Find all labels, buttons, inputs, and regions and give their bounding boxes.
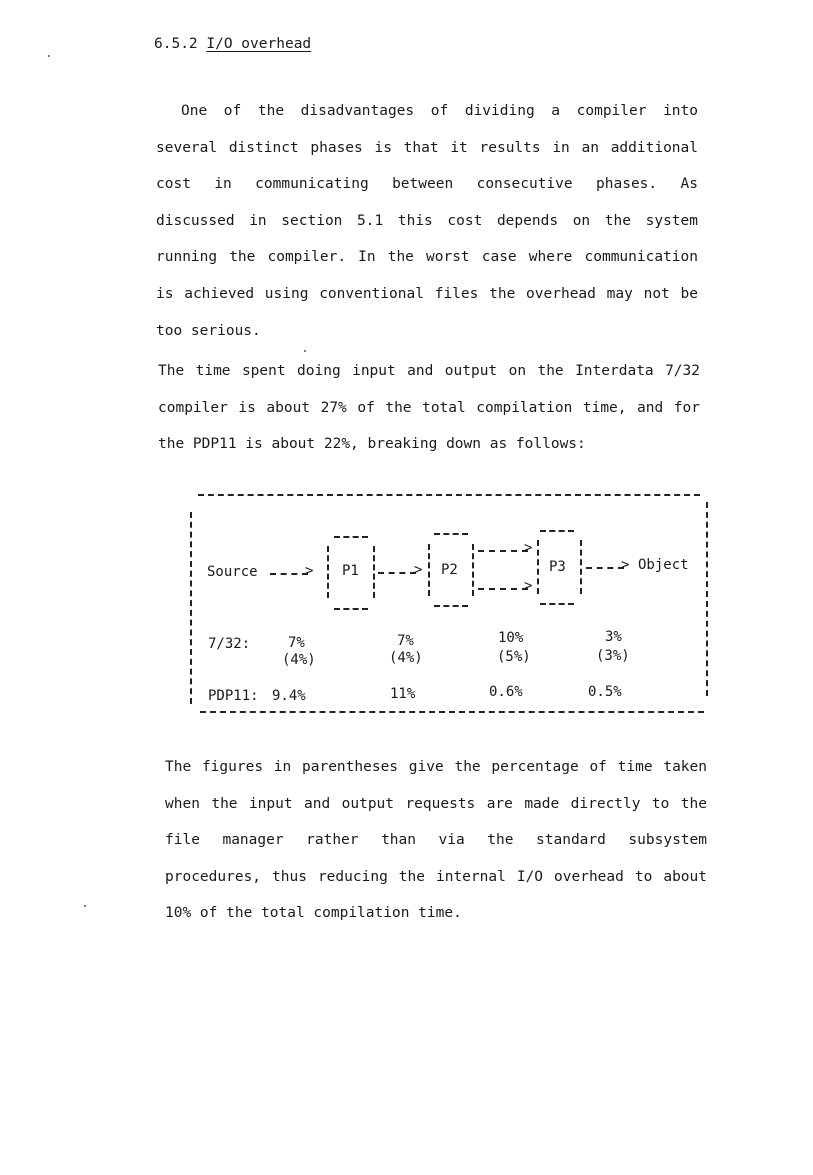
- value-7-32-out: 3%: [605, 629, 622, 645]
- p1-box-left: [327, 546, 329, 598]
- object-label: Object: [638, 557, 689, 573]
- value-pdp11-out: 0.5%: [588, 684, 622, 700]
- paren-7-32-out: (3%): [596, 648, 630, 664]
- p1-box-right: [373, 546, 375, 598]
- arrow-head-icon: >: [305, 563, 314, 579]
- value-pdp11-p3: 0.6%: [489, 684, 523, 700]
- phase-p2-label: P2: [441, 562, 458, 578]
- p3-box-top: [540, 530, 574, 532]
- paragraph-line: The figures in parentheses give the percentage of time taken: [165, 759, 707, 775]
- paragraph-line: discussed in section 5.1 this cost depends on the system: [156, 212, 698, 229]
- arrow-p3-object: [586, 567, 624, 569]
- value-7-32-p3: 10%: [498, 630, 524, 646]
- diagram-right-border: [706, 502, 708, 696]
- value-7-32-p1: 7%: [288, 635, 305, 651]
- value-7-32-p2: 7%: [397, 633, 414, 649]
- section-title: I/O overhead: [206, 36, 312, 52]
- arrow-p2-p3-lower: [478, 588, 528, 590]
- arrow-source-p1: [270, 573, 308, 575]
- paren-7-32-p2: (4%): [389, 650, 423, 666]
- paren-7-32-p3: (5%): [497, 649, 531, 665]
- diagram-left-border: [190, 512, 192, 704]
- paragraph-line: The time spent doing input and output on the Interdata 7/32: [158, 363, 700, 379]
- p2-box-top: [434, 533, 468, 535]
- phase-p1-label: P1: [342, 563, 359, 579]
- p2-box-bottom: [434, 605, 468, 607]
- arrow-p2-p3-upper: [478, 550, 528, 552]
- arrow-head-icon: >: [524, 578, 533, 594]
- paragraph-line: procedures, thus reducing the internal I/O overhead to about: [165, 868, 707, 885]
- value-pdp11-p2: 11%: [390, 686, 416, 702]
- arrow-p1-p2: [378, 572, 416, 574]
- row-label-7-32: 7/32:: [208, 636, 251, 652]
- paragraph-1: [156, 100, 698, 356]
- paragraph-line: file manager rather than via the standard subsystem: [165, 832, 707, 849]
- arrow-head-icon: >: [621, 557, 630, 573]
- p1-box-bottom: [334, 608, 368, 610]
- paragraph-line: when the input and output requests are made directly to the: [165, 795, 707, 812]
- paragraph-line: several distinct phases is that it results in an additional: [156, 139, 698, 156]
- p1-box-top: [334, 536, 368, 538]
- paragraph-line: compiler is about 27% of the total compilation time, and for: [158, 399, 700, 416]
- scan-speck: [84, 905, 86, 907]
- row-label-pdp11: PDP11:: [208, 688, 259, 704]
- paragraph-line: is achieved using conventional files the overhead may not be: [156, 285, 698, 302]
- section-number: 6.5.2: [154, 36, 198, 52]
- p3-box-right: [580, 540, 582, 594]
- diagram-top-border: [198, 494, 700, 496]
- value-pdp11-p1: 9.4%: [272, 688, 306, 704]
- p2-box-right: [472, 544, 474, 596]
- paren-7-32-p1: (4%): [282, 652, 316, 668]
- arrow-head-icon: >: [414, 562, 423, 578]
- arrow-head-icon: >: [524, 540, 533, 556]
- paragraph-line: One of the disadvantages of dividing a compiler into: [181, 103, 698, 119]
- paragraph-line: cost in communicating between consecutive phases. As: [156, 176, 698, 193]
- diagram-bottom-border: [200, 711, 704, 713]
- phase-p3-label: P3: [549, 559, 566, 575]
- paragraph-2: [158, 360, 700, 470]
- p3-box-left: [537, 540, 539, 594]
- scan-speck: [48, 55, 50, 57]
- paragraph-line: running the compiler. In the worst case where communication: [156, 249, 698, 266]
- paragraph-line: 10% of the total compilation time.: [165, 905, 462, 922]
- scan-speck: [304, 350, 306, 352]
- section-heading: [154, 36, 311, 52]
- paragraph-3: [165, 756, 707, 939]
- paragraph-line: too serious.: [156, 322, 261, 339]
- paragraph-line: the PDP11 is about 22%, breaking down as follows:: [158, 436, 586, 453]
- p3-box-bottom: [540, 603, 574, 605]
- source-label: Source: [207, 564, 258, 580]
- p2-box-left: [428, 544, 430, 596]
